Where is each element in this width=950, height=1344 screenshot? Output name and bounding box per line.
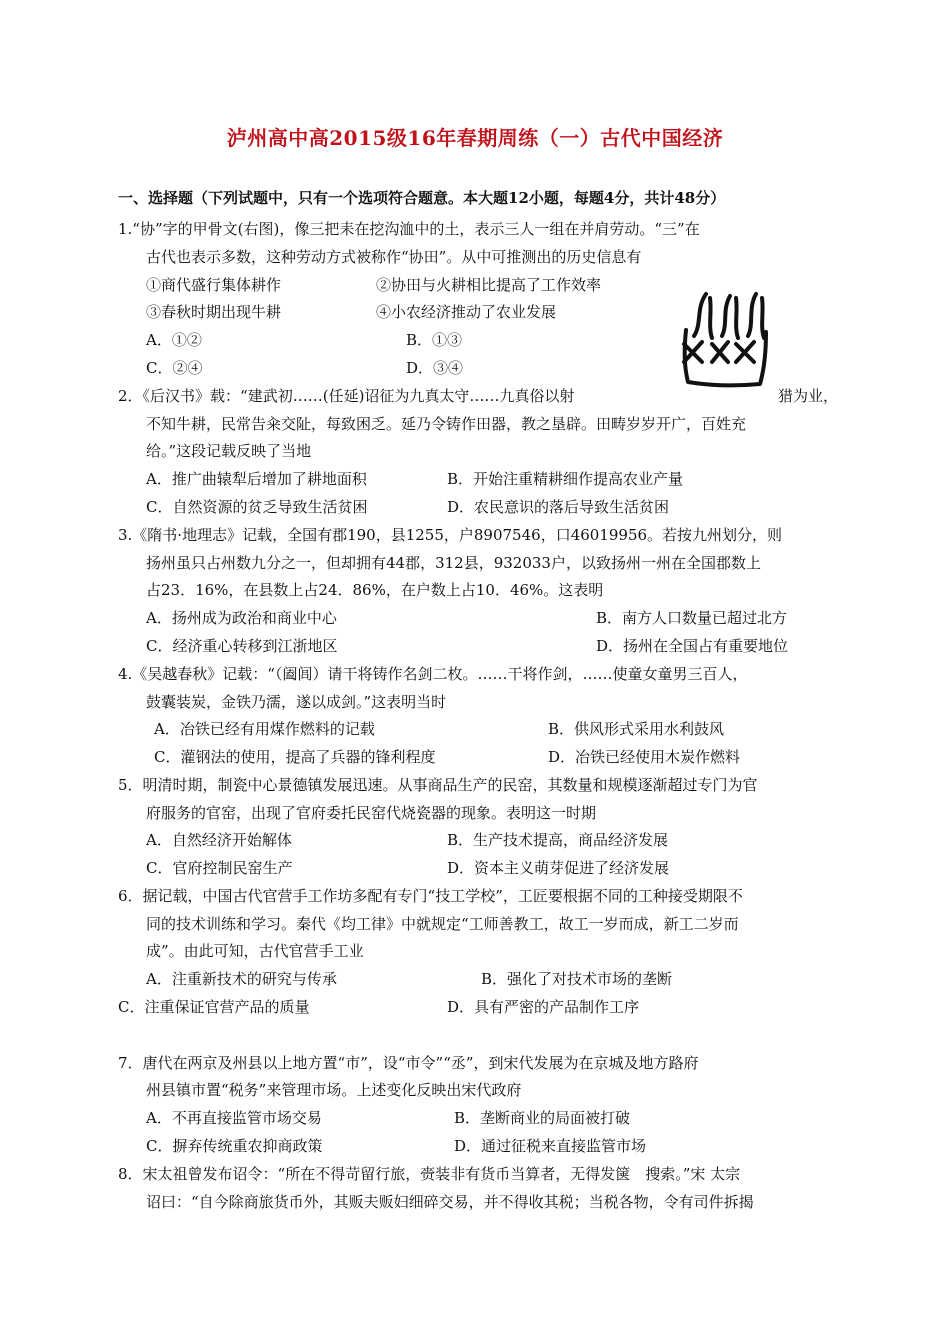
q6-option-b: B．强化了对技术市场的垄断 xyxy=(481,970,673,988)
q1-statement-1: ①商代盛行集体耕作 xyxy=(146,276,282,294)
q1-statement-4: ④小农经济推动了农业发展 xyxy=(376,303,557,321)
section-heading: 一、选择题（下列试题中，只有一个选项符合题意。本大题12小题，每题4分，共计48分） xyxy=(118,189,726,207)
q6-option-c: C．注重保证官营产品的质量 xyxy=(118,998,310,1016)
q2-option-a: A．推广曲辕犁后增加了耕地面积 xyxy=(146,470,367,488)
q2-option-c: C．自然资源的贫乏导致生活贫困 xyxy=(146,498,368,516)
q4-line-1: 4.《吴越春秋》记载：“（阖闾）请干将铸作名剑二枚。……干将作剑，……使童女童男三百人， xyxy=(118,665,748,683)
page-title: 泸州高中高2015级16年春期周练（一）古代中国经济 xyxy=(226,126,724,150)
q5-option-d: D．资本主义萌芽促进了经济发展 xyxy=(447,859,670,877)
q5-option-c: C．官府控制民窑生产 xyxy=(146,859,293,877)
q5-line-2: 府服务的官窑，出现了官府委托民窑代烧瓷器的现象。表明这一时期 xyxy=(146,804,597,822)
q6-line-3: 成”。由此可知，古代官营手工业 xyxy=(146,942,364,960)
q2-line-3: 给。”这段记载反映了当地 xyxy=(146,442,312,460)
q1-statement-2: ②协田与火耕相比提高了工作效率 xyxy=(376,276,602,294)
q1-line-1: 1.“协”字的甲骨文(右图)，像三把耒在挖沟洫中的土，表示三人一组在并肩劳动。“三”在 xyxy=(118,220,700,238)
q6-line-2: 同的技术训练和学习。秦代《均工律》中就规定“工师善教工，故工一岁而成，新工二岁而 xyxy=(146,915,739,933)
q5-line-1: 5．明清时期，制瓷中心景德镇发展迅速。从事商品生产的民窑，其数量和规模逐渐超过专门为官 xyxy=(118,776,758,794)
q5-option-b: B．生产技术提高，商品经济发展 xyxy=(447,831,669,849)
q6-option-a: A．注重新技术的研究与传承 xyxy=(146,970,337,988)
q7-line-2: 州县镇市置“税务”来管理市场。上述变化反映出宋代政府 xyxy=(146,1081,522,1099)
q4-option-a: A．冶铁已经有用煤作燃料的记载 xyxy=(154,720,375,738)
q2-line-2: 不知牛耕，民常告籴交阯，每致困乏。延乃令铸作田器，教之垦辟。田畴岁岁开广，百姓充 xyxy=(146,415,747,433)
q3-line-2: 扬州虽只占州数九分之一，但却拥有44郡，312县，932033户，以致扬州一州在全国郡数上 xyxy=(146,554,761,572)
q8-line-1: 8．宋太祖曾发布诏令：“所在不得苛留行旅，赍装非有货币当算者，无得发箧 搜索。”宋 太宗 xyxy=(118,1165,741,1183)
q7-option-a: A．不再直接监管市场交易 xyxy=(146,1109,322,1127)
q3-option-a: A．扬州成为政治和商业中心 xyxy=(146,609,337,627)
q1-option-a: A．①② xyxy=(146,331,202,349)
q6-option-d: D．具有严密的产品制作工序 xyxy=(447,998,640,1016)
q4-option-c: C．灌钢法的使用，提高了兵器的锋利程度 xyxy=(154,748,436,766)
q4-line-2: 鼓囊装炭，金铁乃濡，遂以成剑。”这表明当时 xyxy=(146,693,447,711)
q3-option-b: B．南方人口数量已超过北方 xyxy=(596,609,788,627)
q8-line-2: 诏曰：“自今除商旅货币外，其贩夫贩妇细碎交易，并不得收其税；当税各物，令有司件拆揭 xyxy=(146,1193,754,1211)
q3-line-1: 3.《隋书·地理志》记载，全国有郡190，县1255，户8907546，口46019956。若按九州划分，则 xyxy=(118,526,783,544)
q3-option-d: D．扬州在全国占有重要地位 xyxy=(596,637,789,655)
q1-statement-3: ③春秋时期出现牛耕 xyxy=(146,303,282,321)
q2-option-d: D．农民意识的落后导致生活贫困 xyxy=(447,498,670,516)
q7-line-1: 7．唐代在两京及州县以上地方置“市”，设“市令”“丞”，到宋代发展为在京城及地方路府 xyxy=(118,1054,699,1072)
q7-option-b: B．垄断商业的局面被打破 xyxy=(454,1109,631,1127)
q7-option-d: D．通过征税来直接监管市场 xyxy=(454,1137,647,1155)
q1-option-c: C．②④ xyxy=(146,359,203,377)
q2-line-1: 2．《后汉书》载：“建武初……(任延)诏征为九真太守……九真俗以射 xyxy=(118,387,575,405)
q1-line-2: 古代也表示多数，这种劳动方式被称作“协田”。从中可推测出的历史信息有 xyxy=(146,248,642,266)
q2-option-b: B．开始注重精耕细作提高农业产量 xyxy=(447,470,684,488)
q3-line-3: 占23．16%，在县数上占24．86%，在户数上占10．46%。这表明 xyxy=(146,581,604,599)
oracle-bone-xie-image xyxy=(672,290,780,394)
q6-line-1: 6．据记载，中国古代官营手工作坊多配有专门“技工学校”，工匠要根据不同的工种接受期限不 xyxy=(118,887,743,905)
q4-option-b: B．供风形式采用水利鼓风 xyxy=(548,720,725,738)
q2-line-1-end: 猎为业， xyxy=(778,387,839,405)
q4-option-d: D．冶铁已经使用木炭作燃料 xyxy=(548,748,741,766)
q5-option-a: A．自然经济开始解体 xyxy=(146,831,292,849)
q1-option-d: D．③④ xyxy=(406,359,464,377)
q3-option-c: C．经济重心转移到江浙地区 xyxy=(146,637,338,655)
q7-option-c: C．摒弃传统重农抑商政策 xyxy=(146,1137,323,1155)
q1-option-b: B．①③ xyxy=(406,331,463,349)
